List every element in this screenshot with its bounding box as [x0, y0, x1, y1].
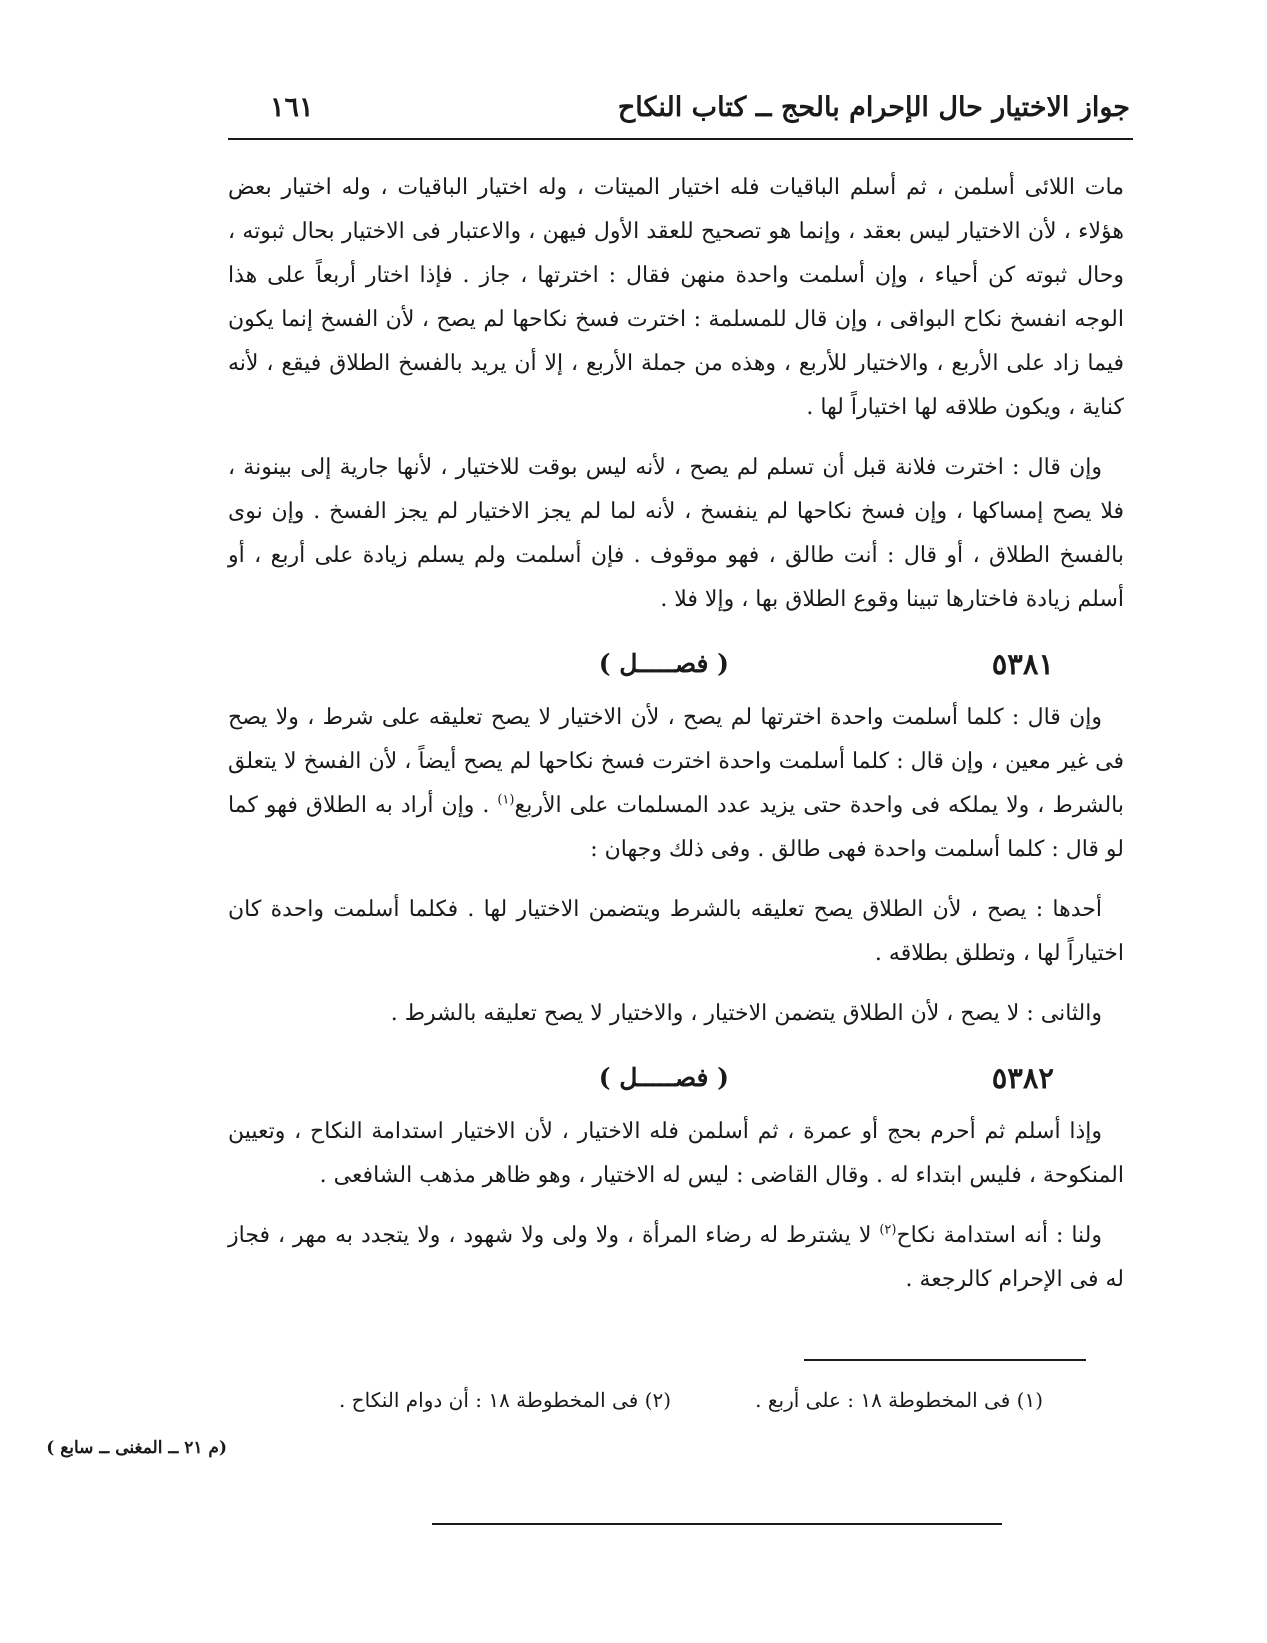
printer-signature: (م ٢١ ــ المغنى ــ سابع )	[46, 1438, 227, 1458]
paragraph-7-text-a: ولنا : أنه استدامة نكاح	[896, 1223, 1103, 1248]
paragraph-6: وإذا أسلم ثم أحرم بحج أو عمرة ، ثم أسلمن فله الاختيار ، لأن الاختيار استدامة النكاح ، وتعيين المنكوحة ، فليس ابتداء له . وقال القاضى : ليس له الاختيار ، وهو ظاهر مذهب الشافعى .	[228, 1119, 1124, 1188]
footnote-2: (٢) فى المخطوطة ١٨ : أن دوام النكاح .	[338, 1388, 671, 1412]
paragraph-7-text-b: لا يشترط له رضاء المرأة ، ولا ولى ولا شهود ، ولا يتجدد به مهر ، فجاز له فى الإحرام كالرجعة .	[228, 1223, 1124, 1292]
paragraph-3-text-b: . وإن أراد به الطلاق فهو كما لو قال : كلما أسلمت واحدة فهى طالق . وفى ذلك وجهان :	[228, 793, 1124, 862]
header-rule	[228, 138, 1133, 140]
paragraph-3	[228, 696, 1124, 872]
footnote-rule	[804, 1359, 1086, 1361]
running-title: جواز الاختيار حال الإحرام بالحج ــ كتاب النكاح	[617, 92, 1130, 123]
paragraph-2: وإن قال : اخترت فلانة قبل أن تسلم لم يصح ، لأنه ليس بوقت للاختيار ، لأنها جارية إلى بينونة ، فلا يصح إمساكها ، وإن فسخ نكاحها لم ينفسخ ، لأنه لما لم يجز الاختيار لم يجز الفسخ . وإن نوى بالفسخ الطلاق ، أو قال : أنت طالق ، فهو موقوف . فإن أسلمت ولم يسلم زيادة على أربع ، أو أسلم زيادة فاختارها تبينا وقوع الطلاق بها ، وإلا فلا .	[228, 455, 1124, 612]
footnote-1: (١) فى المخطوطة ١٨ : على أربع .	[755, 1388, 1043, 1412]
section-title: ( فصـــــل )	[598, 649, 729, 678]
page-number: ١٦١	[270, 92, 314, 123]
paragraph-7	[228, 1214, 1124, 1302]
paragraph-4: أحدها : يصح ، لأن الطلاق يصح تعليقه بالشرط ويتضمن الاختيار لها . فكلما أسلمت واحدة كان اختياراً لها ، وتطلق بطلاقه .	[228, 897, 1124, 966]
body-text	[228, 166, 1124, 1318]
section-number: ٥٣٨٢	[991, 1061, 1054, 1095]
section-title: ( فصـــــل )	[598, 1063, 729, 1092]
footnotes	[228, 1388, 1043, 1424]
section-number: ٥٣٨١	[991, 647, 1054, 681]
paragraph-5: والثانى : لا يصح ، لأن الطلاق يتضمن الاختيار ، والاختيار لا يصح تعليقه بالشرط .	[390, 1001, 1102, 1026]
paragraph-1: مات اللائى أسلمن ، ثم أسلم الباقيات فله اختيار الميتات ، وله اختيار الباقيات ، وله اختيار بعض هؤلاء ، لأن الاختيار ليس بعقد ، وإنما هو تصحيح للعقد الأول فيهن ، والاعتبار فى الاختيار بحال ثبوته ، وحال ثبوته كن أحياء ، وإن أسلمت واحدة منهن فقال : اخترتها ، جاز . فإذا اختار أربعاً على هذا الوجه انفسخ نكاح البواقى ، وإن قال للمسلمة : اخترت فسخ نكاحها لم يصح ، لأن الفسخ إنما يكون فيما زاد على الأربع ، والاختيار للأربع ، وهذه من جملة الأربع ، إلا أن يريد بالفسخ الطلاق فيقع ، لأنه كناية ، ويكون طلاقه لها اختياراً لها .	[228, 175, 1124, 420]
section-heading-5381	[228, 638, 1124, 688]
page-header	[228, 92, 1130, 132]
bottom-rule	[432, 1523, 1002, 1525]
paragraph-3-text-a: وإن قال : كلما أسلمت واحدة اخترتها لم يصح ، لأن الاختيار لا يصح تعليقه على شرط ، ولا يصح فى غير معين ، وإن قال : كلما أسلمت واحدة اخترت فسخ نكاحها لم يصح أيضاً ، لأن الفسخ لا يتعلق بالشرط ، ولا يملكه فى واحدة حتى يزيد عدد المسلمات على الأربع	[228, 705, 1124, 818]
footnote-ref-1: (١)	[497, 792, 515, 808]
footnote-ref-2: (٢)	[879, 1222, 897, 1238]
section-heading-5382	[228, 1052, 1124, 1102]
